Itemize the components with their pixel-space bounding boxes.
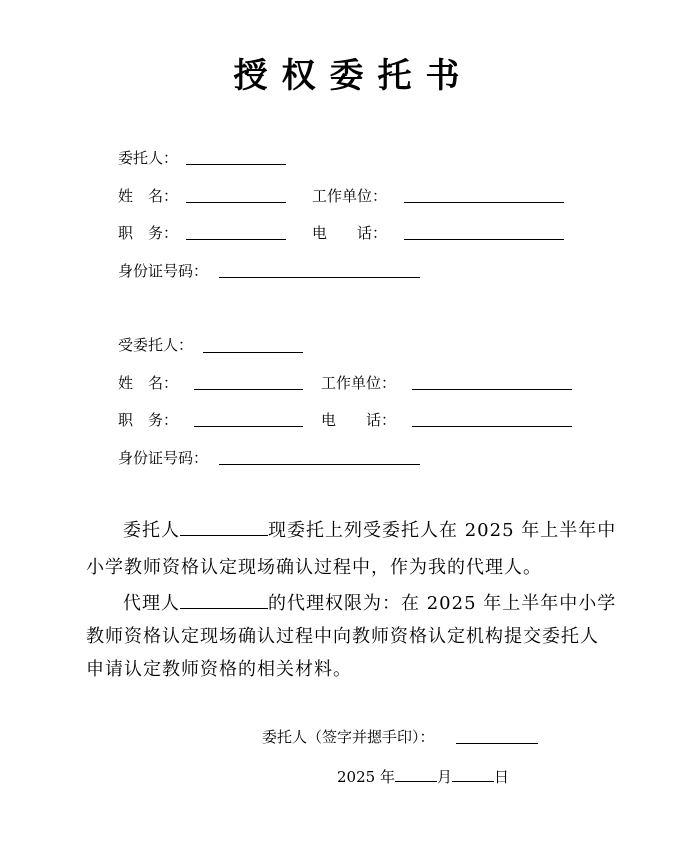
principal-employer-label: 工作单位： xyxy=(312,187,388,205)
principal-id-blank xyxy=(219,277,420,278)
principal-blank xyxy=(186,164,286,165)
agent-employer-label: 工作单位： xyxy=(321,374,397,392)
date-month-blank xyxy=(395,767,437,782)
document-title: 授权委托书 xyxy=(233,56,474,96)
date-day-blank xyxy=(452,767,494,782)
principal-position-label: 职 务： xyxy=(118,224,179,242)
paragraph-2-line-2: 教师资格认定现场确认过程中向教师资格认定机构提交委托人 xyxy=(86,626,599,647)
date-line xyxy=(337,767,509,787)
p1-principal-word: 委托人 xyxy=(123,520,180,541)
date-day: 日 xyxy=(493,768,509,786)
paragraph-2-line-3: 申请认定教师资格的相关材料。 xyxy=(86,659,352,680)
agent-name-blank xyxy=(194,389,303,390)
paragraph-1-line-2: 小学教师资格认定现场确认过程中，作为我的代理人。 xyxy=(86,557,542,578)
principal-phone-blank xyxy=(404,239,564,240)
principal-position-blank xyxy=(186,239,286,240)
agent-employer-blank xyxy=(412,389,572,390)
date-month: 月 xyxy=(436,768,452,786)
agent-heading: 受委托人： xyxy=(118,336,194,354)
paragraph-2-line-1 xyxy=(123,594,616,614)
p2-rest: 的代理权限为：在 2025 年上半年中小学 xyxy=(268,593,617,614)
signature-blank xyxy=(456,743,538,744)
agent-name-label: 姓 名： xyxy=(118,374,179,392)
principal-name-label: 姓 名： xyxy=(118,187,179,205)
signature-label: 委托人（签字并摁手印）： xyxy=(262,728,435,746)
principal-phone-label: 电 话： xyxy=(312,224,388,242)
paragraph-1-line-1 xyxy=(123,521,616,541)
agent-id-blank xyxy=(219,464,420,465)
principal-heading: 委托人： xyxy=(118,149,179,167)
agent-blank xyxy=(203,352,303,353)
agent-phone-label: 电 话： xyxy=(321,411,397,429)
p2-agent-blank xyxy=(180,594,268,609)
agent-phone-blank xyxy=(412,426,572,427)
date-year: 2025 年 xyxy=(337,768,395,786)
p1-principal-blank xyxy=(180,521,268,536)
agent-position-label: 职 务： xyxy=(118,411,179,429)
principal-name-blank xyxy=(186,202,286,203)
p2-agent-word: 代理人 xyxy=(123,593,180,614)
agent-id-label: 身份证号码： xyxy=(118,449,209,467)
principal-id-label: 身份证号码： xyxy=(118,262,209,280)
principal-employer-blank xyxy=(404,202,564,203)
p1-rest: 现委托上列受委托人在 2025 年上半年中 xyxy=(268,520,617,541)
agent-position-blank xyxy=(194,426,303,427)
